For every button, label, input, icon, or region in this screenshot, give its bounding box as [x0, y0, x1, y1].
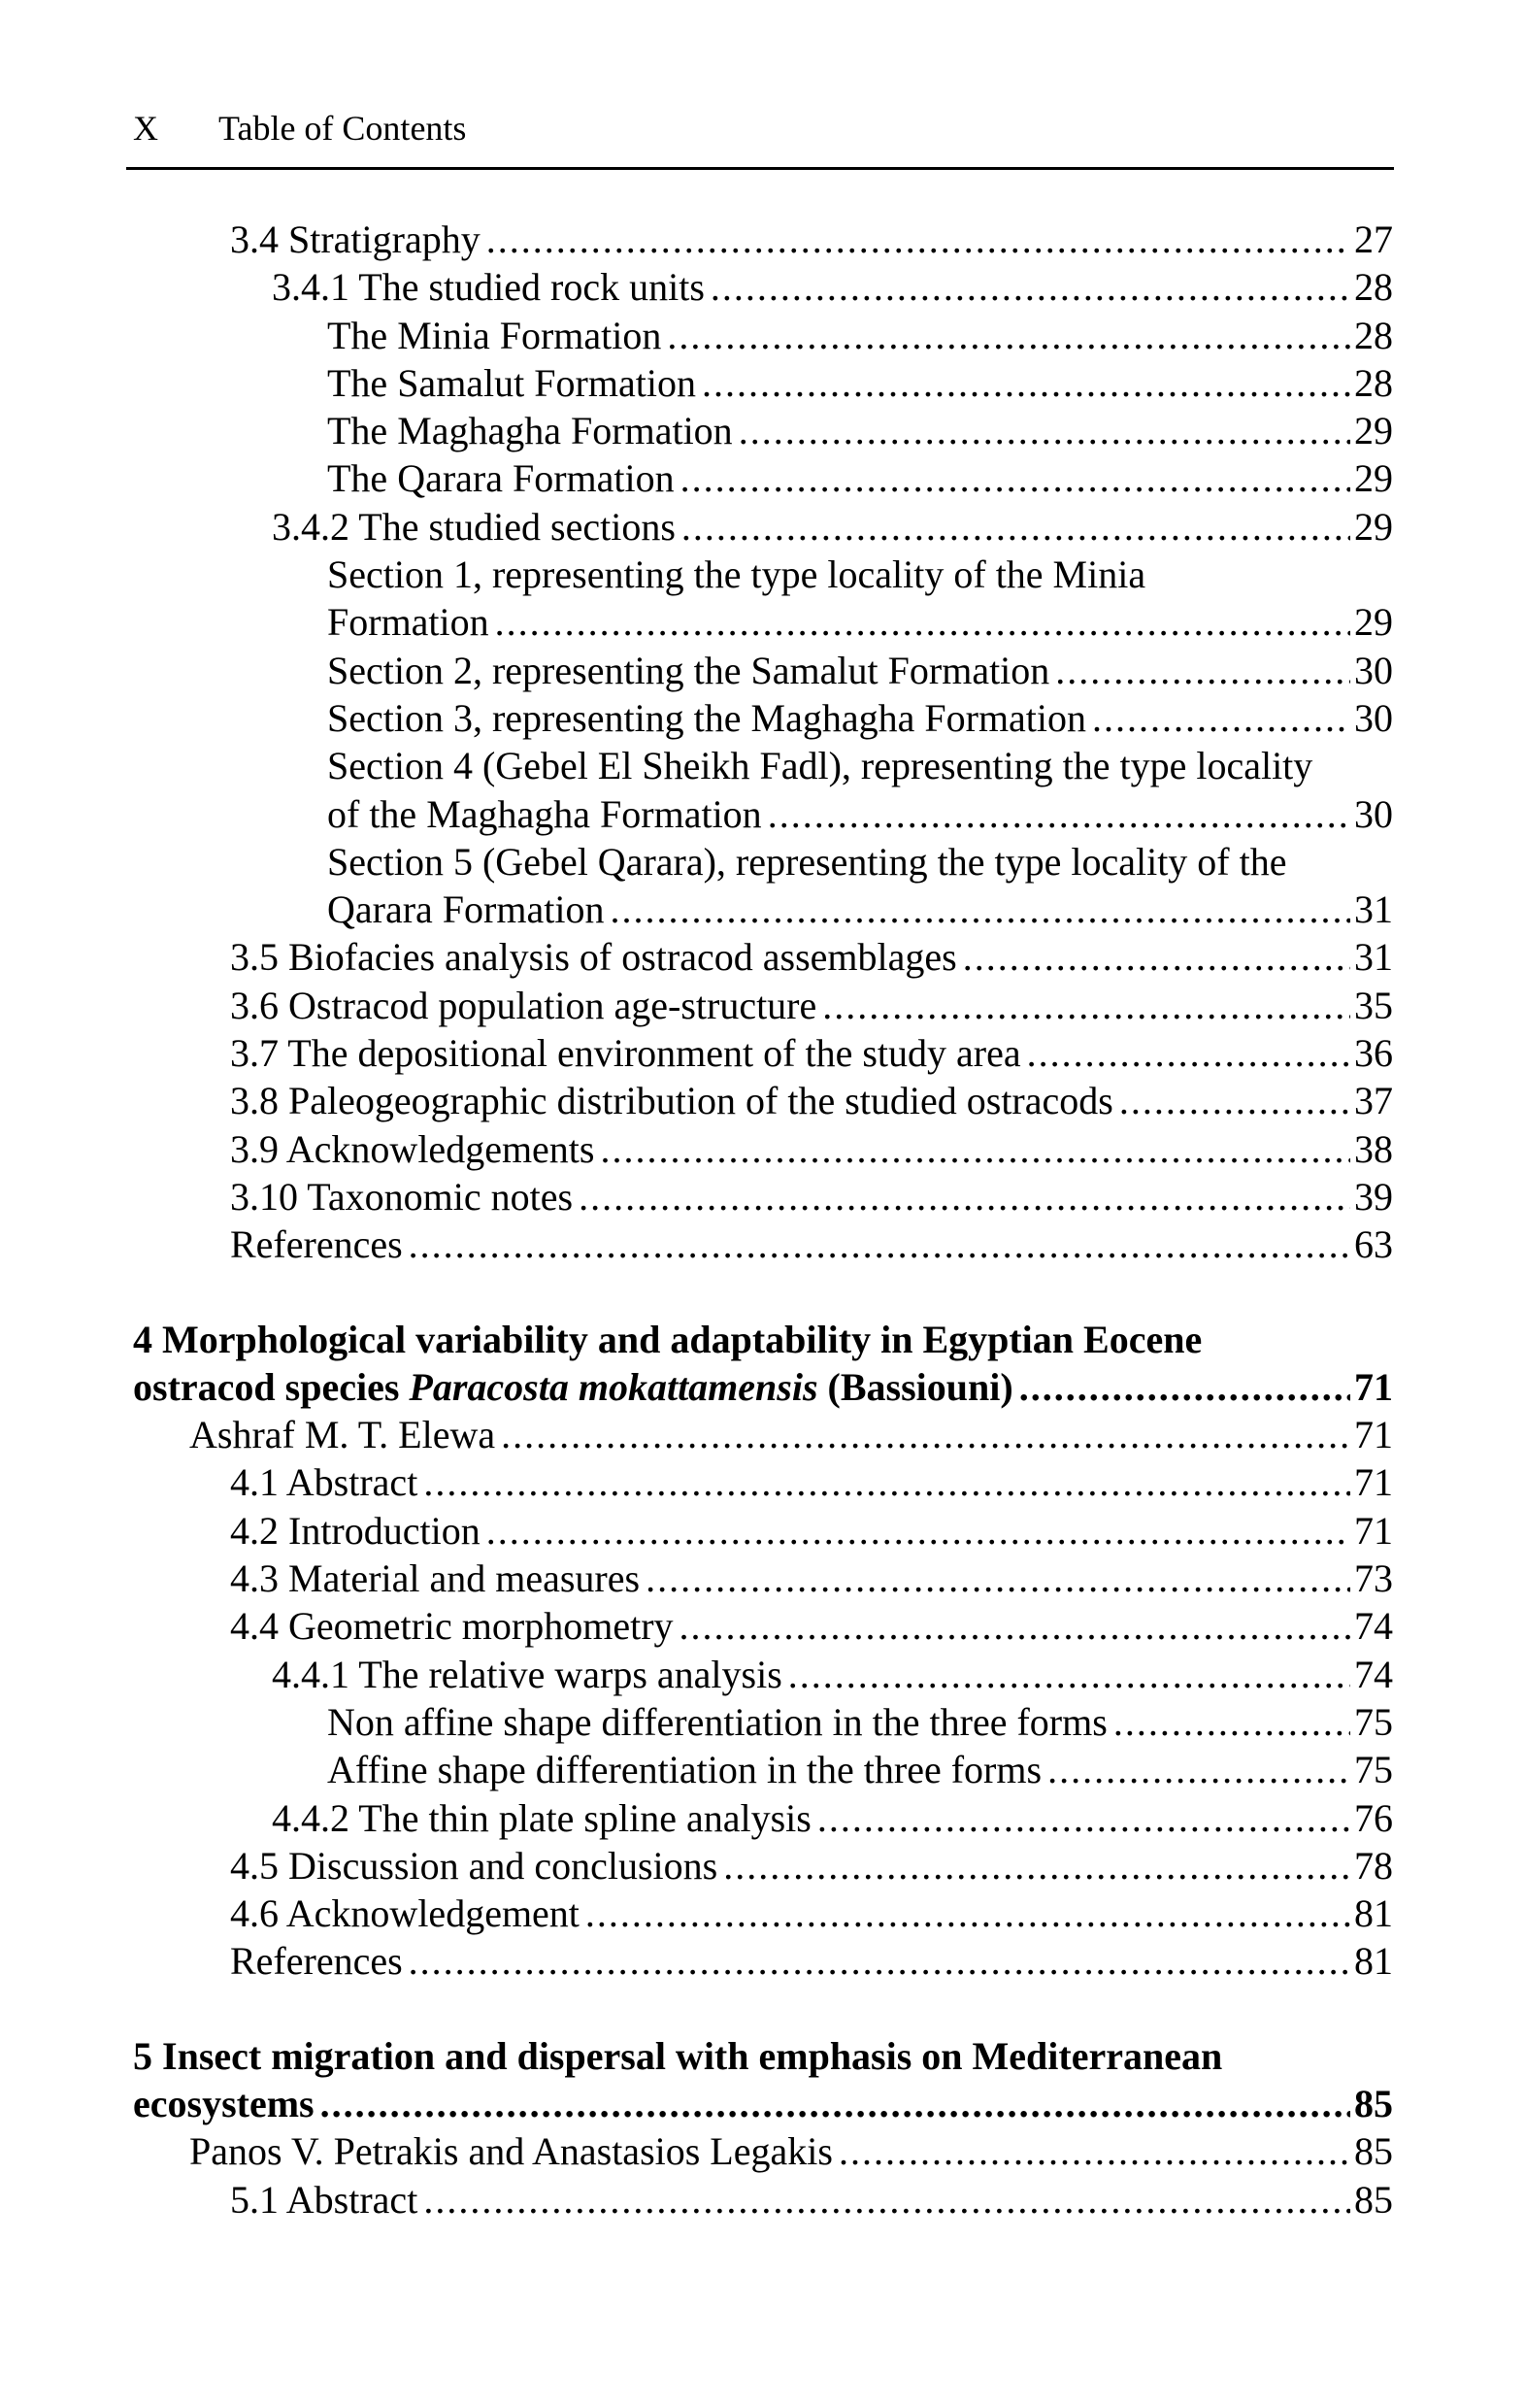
toc-page-number: 81 — [1354, 1891, 1393, 1936]
toc-entry-4-5[interactable] — [133, 1842, 1393, 1890]
toc-entry-title: 3.9 Acknowledgements — [230, 1126, 595, 1171]
chapter-title-line: 5 Insect migration and dispersal with emphasis on Mediterranean — [133, 2033, 1223, 2078]
table-of-contents — [133, 216, 1393, 2224]
toc-entry-title: Section 3, representing the Maghagha Formation — [327, 695, 1087, 740]
toc-entry-affine[interactable] — [133, 1746, 1393, 1793]
dot-leader — [501, 1411, 1350, 1458]
chapter-title-part: ostracod species — [133, 1364, 410, 1409]
species-name: Paracosta mokattamensis — [409, 1364, 818, 1409]
chapter-title-last-line — [133, 2080, 1393, 2127]
toc-entry-title: 4.3 Material and measures — [230, 1556, 641, 1601]
chapter-title-last-line — [133, 1363, 1393, 1411]
toc-entry-references-ch3[interactable] — [133, 1221, 1393, 1268]
dot-leader — [320, 2080, 1350, 2127]
toc-entry-title: The Qarara Formation — [327, 456, 675, 501]
dot-leader — [963, 933, 1350, 981]
toc-entry-maghagha-formation[interactable] — [133, 407, 1393, 454]
toc-entry-title: References — [230, 1939, 403, 1984]
dot-leader — [1092, 694, 1350, 742]
toc-entry-section-1[interactable] — [133, 551, 1393, 647]
toc-entry-last-line — [133, 598, 1393, 646]
toc-page-number: 28 — [1354, 360, 1393, 405]
chapter-title: ecosystems — [133, 2081, 315, 2125]
dot-leader — [601, 1125, 1351, 1173]
toc-page-number: 39 — [1354, 1174, 1393, 1219]
toc-entry-title-line: Section 4 (Gebel El Sheikh Fadl), representing the type locality — [327, 744, 1313, 788]
toc-entry-3-4-2[interactable] — [133, 503, 1393, 551]
toc-entry-title: 3.4 Stratigraphy — [230, 217, 481, 261]
dot-leader — [817, 1794, 1350, 1842]
toc-page-number: 31 — [1354, 935, 1393, 980]
toc-page-number: 28 — [1354, 313, 1393, 357]
toc-page-number: 71 — [1354, 1460, 1393, 1505]
toc-entry-3-10[interactable] — [133, 1173, 1393, 1221]
chapter-title — [133, 1363, 1013, 1411]
dot-leader — [680, 1602, 1350, 1650]
toc-entry-title: 3.4.2 The studied sections — [272, 504, 676, 549]
toc-entry-title: 3.6 Ostracod population age-structure — [230, 983, 817, 1027]
toc-entry-3-4[interactable] — [133, 216, 1393, 263]
dot-leader — [409, 1221, 1350, 1268]
toc-entry-title: Affine shape differentiation in the three forms — [327, 1748, 1043, 1792]
toc-entry-title: 3.5 Biofacies analysis of ostracod assemblages — [230, 935, 957, 980]
toc-entry-3-7[interactable] — [133, 1029, 1393, 1077]
toc-page-number: 36 — [1354, 1031, 1393, 1076]
running-head-title: Table of Contents — [218, 109, 467, 148]
dot-leader — [788, 1651, 1350, 1698]
toc-entry-title: 5.1 Abstract — [230, 2177, 418, 2222]
toc-page-number: 85 — [1354, 2081, 1393, 2125]
toc-entry-minia-formation[interactable] — [133, 312, 1393, 359]
toc-page-number: 29 — [1354, 456, 1393, 501]
dot-leader — [839, 2127, 1350, 2175]
header-rule — [126, 167, 1394, 170]
toc-page-number: 29 — [1354, 600, 1393, 645]
dot-leader — [646, 1555, 1350, 1602]
toc-entry-3-9[interactable] — [133, 1125, 1393, 1173]
toc-page-number: 35 — [1354, 983, 1393, 1027]
dot-leader — [1055, 647, 1350, 694]
toc-author: Panos V. Petrakis and Anastasios Legakis — [189, 2129, 833, 2174]
chapter-title-line: 4 Morphological variability and adaptability in Egyptian Eocene — [133, 1317, 1203, 1361]
dot-leader — [1019, 1363, 1350, 1411]
toc-entry-3-8[interactable] — [133, 1077, 1393, 1124]
toc-entry-4-4-1[interactable] — [133, 1651, 1393, 1698]
toc-author: Ashraf M. T. Elewa — [189, 1413, 496, 1457]
toc-entry-title: 4.4.2 The thin plate spline analysis — [272, 1795, 812, 1840]
toc-entry-title: Qarara Formation — [327, 887, 605, 932]
toc-entry-section-2[interactable] — [133, 647, 1393, 694]
toc-entry-author-ch4[interactable] — [133, 1411, 1393, 1458]
toc-entry-title: References — [230, 1222, 403, 1267]
chapter-spacer — [133, 1986, 1393, 2032]
dot-leader — [1119, 1077, 1350, 1124]
toc-page-number: 85 — [1354, 2129, 1393, 2174]
toc-entry-title: Non affine shape differentiation in the three forms — [327, 1699, 1108, 1744]
dot-leader — [579, 1173, 1350, 1221]
toc-entry-4-1[interactable] — [133, 1458, 1393, 1506]
toc-page-number: 71 — [1354, 1508, 1393, 1553]
toc-entry-non-affine[interactable] — [133, 1698, 1393, 1746]
dot-leader — [822, 982, 1350, 1029]
toc-page-number: 78 — [1354, 1843, 1393, 1888]
toc-page-number: 30 — [1354, 695, 1393, 740]
dot-leader — [423, 2176, 1350, 2224]
toc-entry-title: 4.2 Introduction — [230, 1508, 481, 1553]
toc-entry-title: The Maghagha Formation — [327, 409, 733, 453]
dot-leader — [1027, 1029, 1350, 1077]
toc-page-number: 63 — [1354, 1222, 1393, 1267]
toc-page-number: 28 — [1354, 265, 1393, 310]
toc-page-number: 74 — [1354, 1652, 1393, 1696]
dot-leader — [610, 886, 1350, 933]
dot-leader — [495, 598, 1350, 646]
toc-page-number: 38 — [1354, 1126, 1393, 1171]
toc-page-number: 27 — [1354, 217, 1393, 261]
toc-entry-title-line: Section 5 (Gebel Qarara), representing the type locality of the — [327, 839, 1287, 884]
toc-entry-4-3[interactable] — [133, 1555, 1393, 1602]
toc-entry-title: Formation — [327, 600, 489, 645]
toc-page-number: 30 — [1354, 791, 1393, 836]
toc-entry-section-3[interactable] — [133, 694, 1393, 742]
toc-entry-author-ch5[interactable] — [133, 2127, 1393, 2175]
toc-entry-title: Section 2, representing the Samalut Formation — [327, 648, 1050, 692]
dot-leader — [723, 1842, 1350, 1890]
toc-entry-title: 4.5 Discussion and conclusions — [230, 1843, 718, 1888]
toc-entry-section-5[interactable] — [133, 838, 1393, 934]
toc-entry-title: 4.6 Acknowledgement — [230, 1891, 580, 1936]
toc-page-number: 31 — [1354, 887, 1393, 932]
dot-leader — [768, 790, 1350, 838]
toc-entry-4-4-2[interactable] — [133, 1794, 1393, 1842]
toc-entry-4-6[interactable] — [133, 1890, 1393, 1937]
toc-entry-samalut-formation[interactable] — [133, 359, 1393, 407]
dot-leader — [667, 312, 1350, 359]
dot-leader — [486, 1507, 1350, 1555]
toc-entry-title: 3.8 Paleogeographic distribution of the studied ostracods — [230, 1079, 1113, 1123]
toc-page-number: 71 — [1354, 1413, 1393, 1457]
toc-chapter-4[interactable] — [133, 1316, 1393, 1412]
toc-page-number: 37 — [1354, 1079, 1393, 1123]
toc-entry-title: 3.7 The depositional environment of the study area — [230, 1031, 1021, 1076]
toc-chapter-5[interactable] — [133, 2032, 1393, 2128]
toc-entry-title: 4.1 Abstract — [230, 1460, 418, 1505]
dot-leader — [409, 1937, 1350, 1985]
toc-entry-title: of the Maghagha Formation — [327, 791, 762, 836]
running-header — [133, 105, 1393, 153]
toc-page-number: 30 — [1354, 648, 1393, 692]
dot-leader — [486, 216, 1350, 263]
dot-leader — [680, 454, 1350, 502]
toc-page-number: 29 — [1354, 504, 1393, 549]
dot-leader — [1113, 1698, 1350, 1746]
toc-page-number: 75 — [1354, 1699, 1393, 1744]
toc-entry-5-1[interactable] — [133, 2176, 1393, 2224]
chapter-title-part: (Bassiouni) — [817, 1364, 1013, 1409]
toc-page-number: 73 — [1354, 1556, 1393, 1601]
chapter-spacer — [133, 1269, 1393, 1316]
toc-page-number: 29 — [1354, 409, 1393, 453]
toc-entry-3-6[interactable] — [133, 982, 1393, 1029]
dot-leader — [702, 359, 1350, 407]
toc-page-number: 85 — [1354, 2177, 1393, 2222]
toc-entry-title: The Minia Formation — [327, 313, 662, 357]
toc-entry-last-line — [133, 790, 1393, 838]
toc-entry-title-line: Section 1, representing the type locality of the Minia — [327, 552, 1146, 597]
dot-leader — [681, 503, 1350, 551]
toc-entry-references-ch4[interactable] — [133, 1937, 1393, 1985]
toc-entry-title: The Samalut Formation — [327, 360, 696, 405]
toc-page-number: 74 — [1354, 1604, 1393, 1649]
toc-entry-last-line — [133, 886, 1393, 933]
dot-leader — [711, 263, 1350, 311]
dot-leader — [739, 407, 1350, 454]
dot-leader — [1047, 1746, 1350, 1793]
toc-entry-3-4-1[interactable] — [133, 263, 1393, 311]
toc-page-number: 81 — [1354, 1939, 1393, 1984]
toc-page-number: 71 — [1354, 1364, 1393, 1409]
toc-page-number: 75 — [1354, 1748, 1393, 1792]
toc-entry-qarara-formation[interactable] — [133, 454, 1393, 502]
toc-page-number: 76 — [1354, 1795, 1393, 1840]
dot-leader — [423, 1458, 1350, 1506]
toc-entry-title: 4.4 Geometric morphometry — [230, 1604, 674, 1649]
toc-entry-title: 3.4.1 The studied rock units — [272, 265, 705, 310]
toc-entry-3-5[interactable] — [133, 933, 1393, 981]
toc-entry-title: 4.4.1 The relative warps analysis — [272, 1652, 782, 1696]
toc-entry-4-2[interactable] — [133, 1507, 1393, 1555]
toc-entry-section-4[interactable] — [133, 742, 1393, 838]
toc-entry-title: 3.10 Taxonomic notes — [230, 1174, 574, 1219]
page-number-roman: X — [133, 109, 158, 148]
toc-entry-4-4[interactable] — [133, 1602, 1393, 1650]
dot-leader — [585, 1890, 1350, 1937]
